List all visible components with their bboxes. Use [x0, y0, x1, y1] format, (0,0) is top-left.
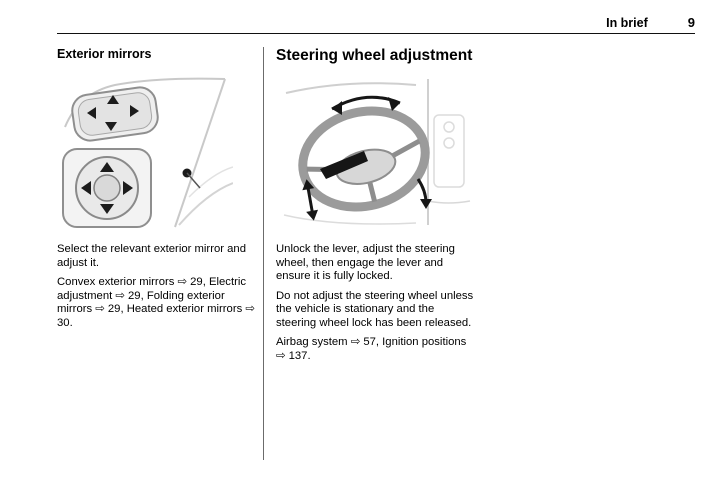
- right-paragraph-1: Unlock the lever, adjust the steering wheel, then engage the lever and ensure it is fully locked.: [276, 243, 455, 282]
- header-rule: [57, 33, 695, 34]
- page-number: 9: [687, 15, 695, 30]
- right-column-heading: Steering wheel adjustment: [276, 47, 473, 64]
- left-column: [57, 47, 255, 336]
- left-paragraph-1: Select the relevant exterior mirror and adjust it.: [57, 243, 246, 269]
- exterior-mirror-drawing: [57, 75, 233, 231]
- steering-wheel-drawing: [276, 75, 472, 231]
- left-paragraph-2: Convex exterior mirrors ⇨ 29, Electric adjustment ⇨ 29, Folding exterior mirrors ⇨ 29, Heated exterior mirrors ⇨ 30.: [57, 276, 255, 329]
- page-header: [57, 15, 695, 30]
- exterior-mirror-illustration: [57, 75, 255, 231]
- column-divider: [263, 47, 264, 460]
- left-heading-box: [57, 47, 255, 75]
- left-column-heading: Exterior mirrors: [57, 47, 152, 61]
- right-column: [276, 47, 474, 369]
- section-title: In brief: [606, 16, 648, 30]
- right-heading-box: [276, 47, 474, 75]
- right-paragraph-3: Airbag system ⇨ 57, Ignition positions ⇨ 137.: [276, 336, 467, 362]
- lower-rim-arrow: [418, 179, 432, 209]
- steering-wheel-illustration: [276, 75, 474, 231]
- right-paragraph-2: Do not adjust the steering wheel unless the vehicle is stationary and the steering wheel lock has been released.: [276, 289, 474, 329]
